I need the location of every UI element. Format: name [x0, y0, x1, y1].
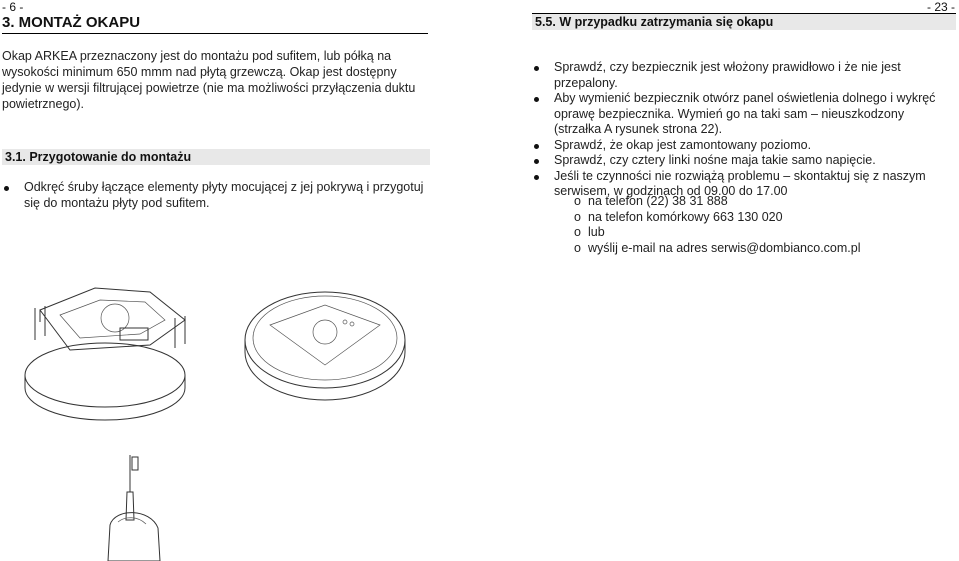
list-item: Sprawdź, czy cztery linki nośne maja takie samo napięcie. [532, 153, 952, 169]
contact-item: o lub [574, 225, 605, 239]
bullet-dot-icon [4, 186, 9, 191]
bullet-dot-icon [534, 66, 539, 71]
list-item: Odkręć śruby łączące elementy płyty mocującej z jej pokrywą i przygotuj się do montażu płyty pod sufitem. [2, 180, 430, 211]
left-header-rule [2, 33, 428, 34]
left-intro-paragraph: Okap ARKEA przeznaczony jest do montażu pod sufitem, lub półką na wysokości minimum 650 mmm nad płytą grzewczą. Okap jest dostępny jedynie w wersji filtrującej powietrze (nie ma możliwości przyłączenia duktu powietrznego). [2, 49, 416, 111]
left-subsection-title: 3.1. Przygotowanie do montażu [2, 149, 430, 165]
right-bullet-list [532, 60, 952, 200]
right-subsection-title: 5.5. W przypadku zatrzymania się okapu [532, 14, 956, 30]
bullet-dot-icon [534, 97, 539, 102]
contact-item: o wyślij e-mail na adres serwis@dombianco.com.pl [574, 240, 861, 255]
left-section-title: 3. MONTAŻ OKAPU [2, 14, 141, 31]
list-item: Sprawdź, czy bezpiecznik jest włożony prawidłowo i że nie jest przepalony. [532, 60, 952, 91]
cover-disc-drawing [25, 343, 185, 420]
list-item: Aby wymienić bezpiecznik otwórz panel oświetlenia dolnego i wykręć oprawę bezpiecznika. Wymień go na taki sam – nieuszkodzony (strzałka A rysunek strona 22). [532, 91, 952, 138]
list-item: Jeśli te czynności nie rozwiążą problemu – skontaktuj się z naszym serwisem, w godzinach od 09.00 do 17.00 [532, 169, 952, 200]
bullet-dot-icon [534, 159, 539, 164]
mounting-frame-drawing [35, 288, 185, 350]
right-page-number: - 23 - [926, 0, 955, 14]
left-page-number: - 6 - [2, 0, 24, 14]
left-bullet-list [2, 180, 430, 211]
bullet-dot-icon [534, 175, 539, 180]
bullet-dot-icon [534, 144, 539, 149]
contact-list [532, 194, 952, 256]
hand-screwdriver-drawing [108, 455, 160, 561]
contact-item: o na telefon (22) 38 31 888 [574, 194, 728, 208]
ring-plate-drawing [245, 292, 405, 400]
mounting-plate-illustration [0, 270, 440, 561]
list-item: Sprawdź, że okap jest zamontowany poziomo. [532, 138, 952, 154]
contact-item: o na telefon komórkowy 663 130 020 [574, 209, 783, 224]
